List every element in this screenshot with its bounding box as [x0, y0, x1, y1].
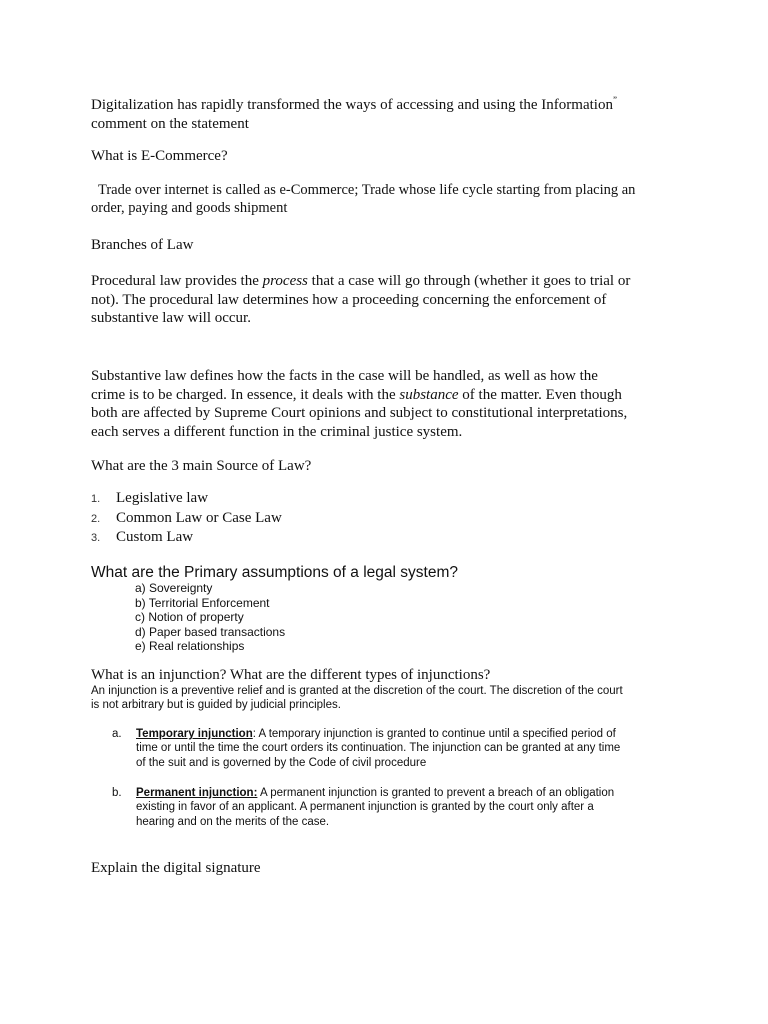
injunction-question: What is an injunction? What are the different types of injunctions? [91, 667, 491, 683]
permanent-injunction-line-2: existing in favor of an applicant. A permanent injunction is granted by the court only after a [136, 801, 594, 814]
assumptions-question: What are the Primary assumptions of a legal system? [91, 564, 458, 581]
list-item-number: 2. [91, 512, 101, 525]
list-item: d) Paper based transactions [135, 624, 286, 639]
list-item-label: Legislative law [116, 490, 209, 506]
sources-question: What are the 3 main Source of Law? [91, 458, 312, 474]
list-item: e) Real relationships [135, 639, 245, 653]
ecommerce-question: What is E-Commerce? [91, 148, 228, 164]
injunction-definition-line-1: An injunction is a preventive relief and is granted at the discretion of the court. The discretion of the court [91, 685, 623, 697]
substantive-law-paragraph [91, 367, 627, 441]
list-item [91, 489, 282, 509]
intro-line-2: comment on the statement [91, 115, 249, 132]
list-item-label: Common Law or Case Law [116, 509, 282, 526]
sources-list [91, 489, 282, 548]
temporary-injunction-line-3: of the suit and is governed by the Code of civil procedure [136, 756, 427, 769]
temporary-injunction-item [112, 727, 620, 770]
list-item-number: 1. [91, 493, 101, 505]
list-item [91, 528, 282, 548]
intro-paragraph [91, 91, 617, 133]
procedural-line-1-start: Procedural law provides the [91, 273, 263, 289]
permanent-injunction-item [112, 786, 614, 829]
injunction-definition-line-2: is not arbitrary but is guided by judicial principles. [91, 699, 341, 712]
procedural-law-paragraph [91, 272, 630, 328]
ecommerce-answer [91, 181, 635, 217]
substantive-emphasis: substance [399, 386, 459, 403]
list-item: b) Territorial Enforcement [135, 595, 270, 610]
temporary-injunction-term: Temporary injunction [136, 728, 253, 740]
ecommerce-answer-line-1: Trade over internet is called as e-Commerce; Trade whose life cycle starting from placing an [98, 182, 636, 198]
permanent-injunction-line-3: hearing and on the merits of the case. [136, 815, 330, 828]
branches-heading: Branches of Law [91, 237, 194, 253]
substantive-line-1: Substantive law defines how the facts in the case will be handled, as well as how the [91, 368, 598, 384]
permanent-injunction-term: Permanent injunction: [136, 787, 258, 799]
list-item-number: 3. [91, 532, 101, 544]
permanent-injunction-line-1: A permanent injunction is granted to prevent a breach of an obligation [257, 787, 615, 799]
temporary-injunction-line-1: : A temporary injunction is granted to continue until a specified period of [252, 728, 616, 740]
list-item-marker: b. [112, 787, 122, 799]
temporary-injunction-line-2: time or until the time the court orders its continuation. The injunction can be granted at any time [136, 742, 621, 755]
substantive-line-3: both are affected by Supreme Court opinions and subject to constitutional interpretations, [91, 405, 628, 421]
substantive-line-2-end: of the matter. Even though [458, 386, 622, 403]
list-item: a) Sovereignty [135, 581, 213, 595]
injunction-definition [91, 684, 623, 713]
intro-line-1: Digitalization has rapidly transformed the ways of accessing and using the Information [91, 97, 613, 113]
substantive-line-2-start: crime is to be charged. In essence, it deals with the [91, 386, 400, 403]
list-item-label: Custom Law [116, 529, 194, 545]
digital-signature-heading: Explain the digital signature [91, 860, 261, 876]
list-item [91, 509, 282, 529]
procedural-line-1-end: that a case will go through (whether it goes to trial or [307, 273, 631, 289]
ecommerce-answer-line-2: order, paying and goods shipment [91, 200, 288, 216]
list-item: c) Notion of property [135, 610, 244, 624]
list-item-marker: a. [112, 728, 122, 740]
procedural-line-3: substantive law will occur. [91, 310, 251, 326]
procedural-line-2: not). The procedural law determines how a proceeding concerning the enforcement of [91, 291, 607, 308]
substantive-line-4: each serves a different function in the criminal justice system. [91, 423, 463, 440]
assumptions-list [135, 581, 285, 654]
intro-quote-mark: ” [612, 95, 617, 105]
procedural-emphasis: process [262, 273, 308, 289]
